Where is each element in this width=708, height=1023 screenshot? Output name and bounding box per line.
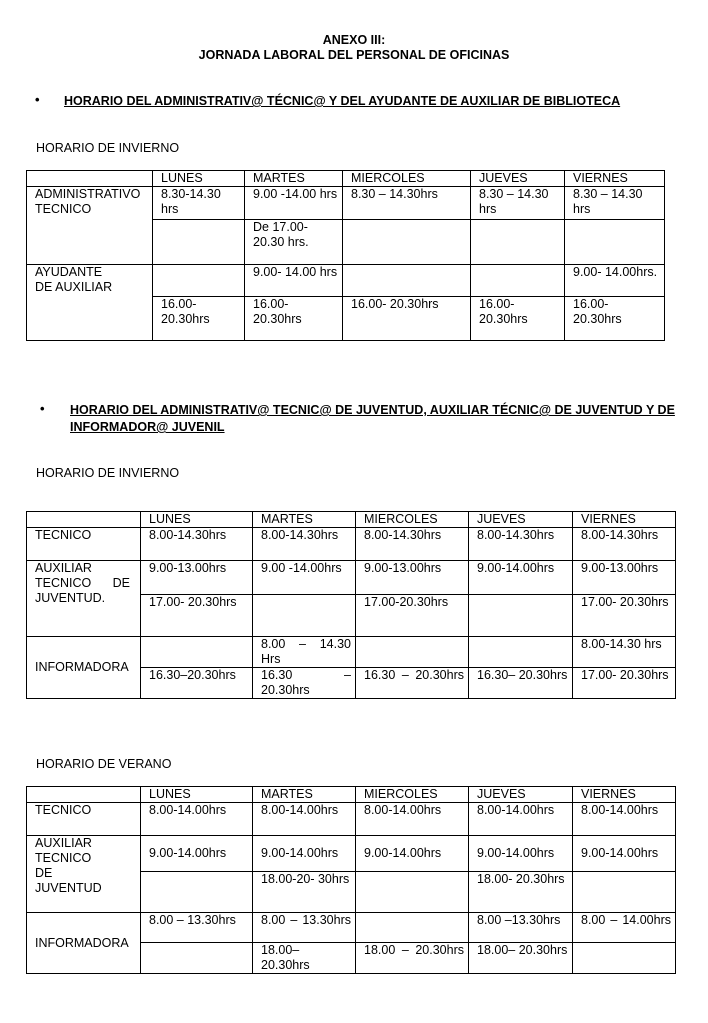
schedule-cell: 17.00- 20.30hrs [141,595,253,637]
schedule-cell: 9.00-13.00hrs [141,561,253,595]
schedule-text: 8.00 – 13.30hrs [261,913,351,927]
header-empty-cell [27,171,153,187]
schedule-cell [253,668,356,699]
schedule-text: 8.00 – 14.00hrs [581,913,671,927]
row-label-tecnico: TECNICO [27,528,141,561]
schedule-cell: 8.00 –13.30hrs [469,913,573,943]
section2-heading-line2: INFORMADOR@ JUVENIL [70,420,225,434]
schedule-cell [253,913,356,943]
empty-cell [141,943,253,974]
schedule-cell: 17.00-20.30hrs [356,595,469,637]
row-label-text: AUXILIAR TECNICO DE JUVENTUD. [35,561,130,605]
day-header: JUEVES [471,171,565,187]
section2-winter-table [26,511,676,699]
section2-summer-table [26,786,676,974]
row-label-tecnico: TECNICO [27,803,141,836]
schedule-cell: 16.30–20.30hrs [141,668,253,699]
schedule-cell: 8.00-14.30hrs [141,528,253,561]
schedule-cell: 18.00– 20.30hrs [469,943,573,974]
empty-cell [565,220,665,265]
row-label-auxiliar [27,561,141,637]
day-header: LUNES [141,512,253,528]
section1-winter-table [26,170,665,341]
empty-cell [356,913,469,943]
document-title: JORNADA LABORAL DEL PERSONAL DE OFICINAS [198,48,510,62]
day-header: LUNES [153,171,245,187]
day-header: MARTES [253,787,356,803]
schedule-cell: 9.00- 14.00hrs. [565,265,665,297]
schedule-text: 16.30 – 20.30hrs [261,668,351,697]
day-header: VIERNES [565,171,665,187]
schedule-text: 16.30 – 20.30hrs [364,668,464,682]
row-label-informadora: INFORMADORA [27,637,141,699]
empty-cell [141,637,253,668]
schedule-cell: 8.00-14.00hrs [573,803,676,836]
row-label-auxiliar: AUXILIAR TECNICO DE JUVENTUD [27,836,141,913]
header-empty-cell [27,787,141,803]
schedule-cell: 17.00- 20.30hrs [573,668,676,699]
day-header: MIERCOLES [356,512,469,528]
schedule-cell [356,943,469,974]
day-header: JUEVES [469,512,573,528]
schedule-cell: 18.00- 20.30hrs [469,872,573,913]
schedule-cell: 8.00-14.00hrs [253,803,356,836]
day-header: VIERNES [573,512,676,528]
section2-winter-label: HORARIO DE INVIERNO [36,466,180,480]
day-header: LUNES [141,787,253,803]
section1-winter-label: HORARIO DE INVIERNO [36,141,180,155]
empty-cell [343,220,471,265]
schedule-cell: 9.00-14.00hrs [573,836,676,872]
row-label-line: TECNICO [35,202,92,216]
row-label-line: ADMINISTRATIVO [35,187,141,201]
row-label-line: AYUDANTE [35,265,103,279]
schedule-cell: 8.30-14.30 hrs [153,187,245,220]
schedule-cell: 9.00-14.00hrs [253,836,356,872]
schedule-cell: 17.00- 20.30hrs [573,595,676,637]
empty-cell [469,595,573,637]
empty-cell [471,220,565,265]
schedule-cell: 9.00-14.00hrs [141,836,253,872]
bullet-icon: • [35,92,40,107]
empty-cell [343,265,471,297]
schedule-cell [573,913,676,943]
schedule-cell: 8.00 – 13.30hrs [141,913,253,943]
section1-heading: HORARIO DEL ADMINISTRATIV@ TÉCNIC@ Y DEL AYUDANTE DE AUXILIAR DE BIBLIOTECA [64,94,621,108]
empty-cell [356,637,469,668]
schedule-cell: 16.00- 20.30hrs [153,297,245,341]
schedule-cell: 9.00 -14.00hrs [253,561,356,595]
schedule-cell: 9.00-13.00hrs [356,561,469,595]
day-header: VIERNES [573,787,676,803]
schedule-cell: 9.00-14.00hrs [469,836,573,872]
schedule-cell: 8.30 – 14.30hrs [343,187,471,220]
schedule-cell: 9.00 -14.00 hrs [245,187,343,220]
day-header: MIERCOLES [343,171,471,187]
row-label-line: DE AUXILIAR [35,280,113,294]
schedule-cell: 8.00-14.00hrs [141,803,253,836]
schedule-cell: 16.00- 20.30hrs [245,297,343,341]
schedule-cell: 8.30 – 14.30 hrs [565,187,665,220]
bullet-icon: • [40,401,45,416]
schedule-cell: De 17.00- 20.30 hrs. [245,220,343,265]
schedule-cell: 8.00-14.30hrs [469,528,573,561]
schedule-cell: 8.00-14.00hrs [469,803,573,836]
schedule-cell: 9.00-13.00hrs [573,561,676,595]
schedule-cell: 8.00-14.30 hrs [573,637,676,668]
empty-cell [573,872,676,913]
annex-title: ANEXO III: [322,33,386,47]
section2-summer-label: HORARIO DE VERANO [36,757,172,771]
day-header: MARTES [253,512,356,528]
schedule-cell: 8.00-14.00hrs [356,803,469,836]
schedule-cell: 9.00-14.00hrs [469,561,573,595]
schedule-cell: 18.00– 20.30hrs [253,943,356,974]
empty-cell [153,220,245,265]
schedule-cell: 8.30 – 14.30 hrs [471,187,565,220]
day-header: JUEVES [469,787,573,803]
empty-cell [469,637,573,668]
day-header: MARTES [245,171,343,187]
schedule-cell: 18.00-20- 30hrs [253,872,356,913]
schedule-cell: 16.00- 20.30hrs [565,297,665,341]
row-label-informadora: INFORMADORA [27,913,141,974]
schedule-text: 8.00 – 14.30 Hrs [261,637,351,666]
schedule-cell: 16.30– 20.30hrs [469,668,573,699]
schedule-cell [356,668,469,699]
day-header: MIERCOLES [356,787,469,803]
schedule-cell: 8.00-14.30hrs [253,528,356,561]
schedule-cell: 16.00- 20.30hrs [343,297,471,341]
schedule-text: 18.00 – 20.30hrs [364,943,464,957]
section2-heading-line1: HORARIO DEL ADMINISTRATIV@ TECNIC@ DE JUVENTUD, AUXILIAR TÉCNIC@ DE JUVENTUD Y DE [70,403,675,417]
empty-cell [471,265,565,297]
schedule-cell [253,637,356,668]
header-empty-cell [27,512,141,528]
schedule-cell: 9.00-14.00hrs [356,836,469,872]
empty-cell [356,872,469,913]
empty-cell [253,595,356,637]
schedule-cell: 16.00- 20.30hrs [471,297,565,341]
schedule-cell: 8.00-14.30hrs [356,528,469,561]
row-label-ayudante [27,265,153,341]
schedule-cell: 8.00-14.30hrs [573,528,676,561]
empty-cell [573,943,676,974]
empty-cell [141,872,253,913]
row-label-administrativo [27,187,153,265]
schedule-cell: 9.00- 14.00 hrs [245,265,343,297]
empty-cell [153,265,245,297]
